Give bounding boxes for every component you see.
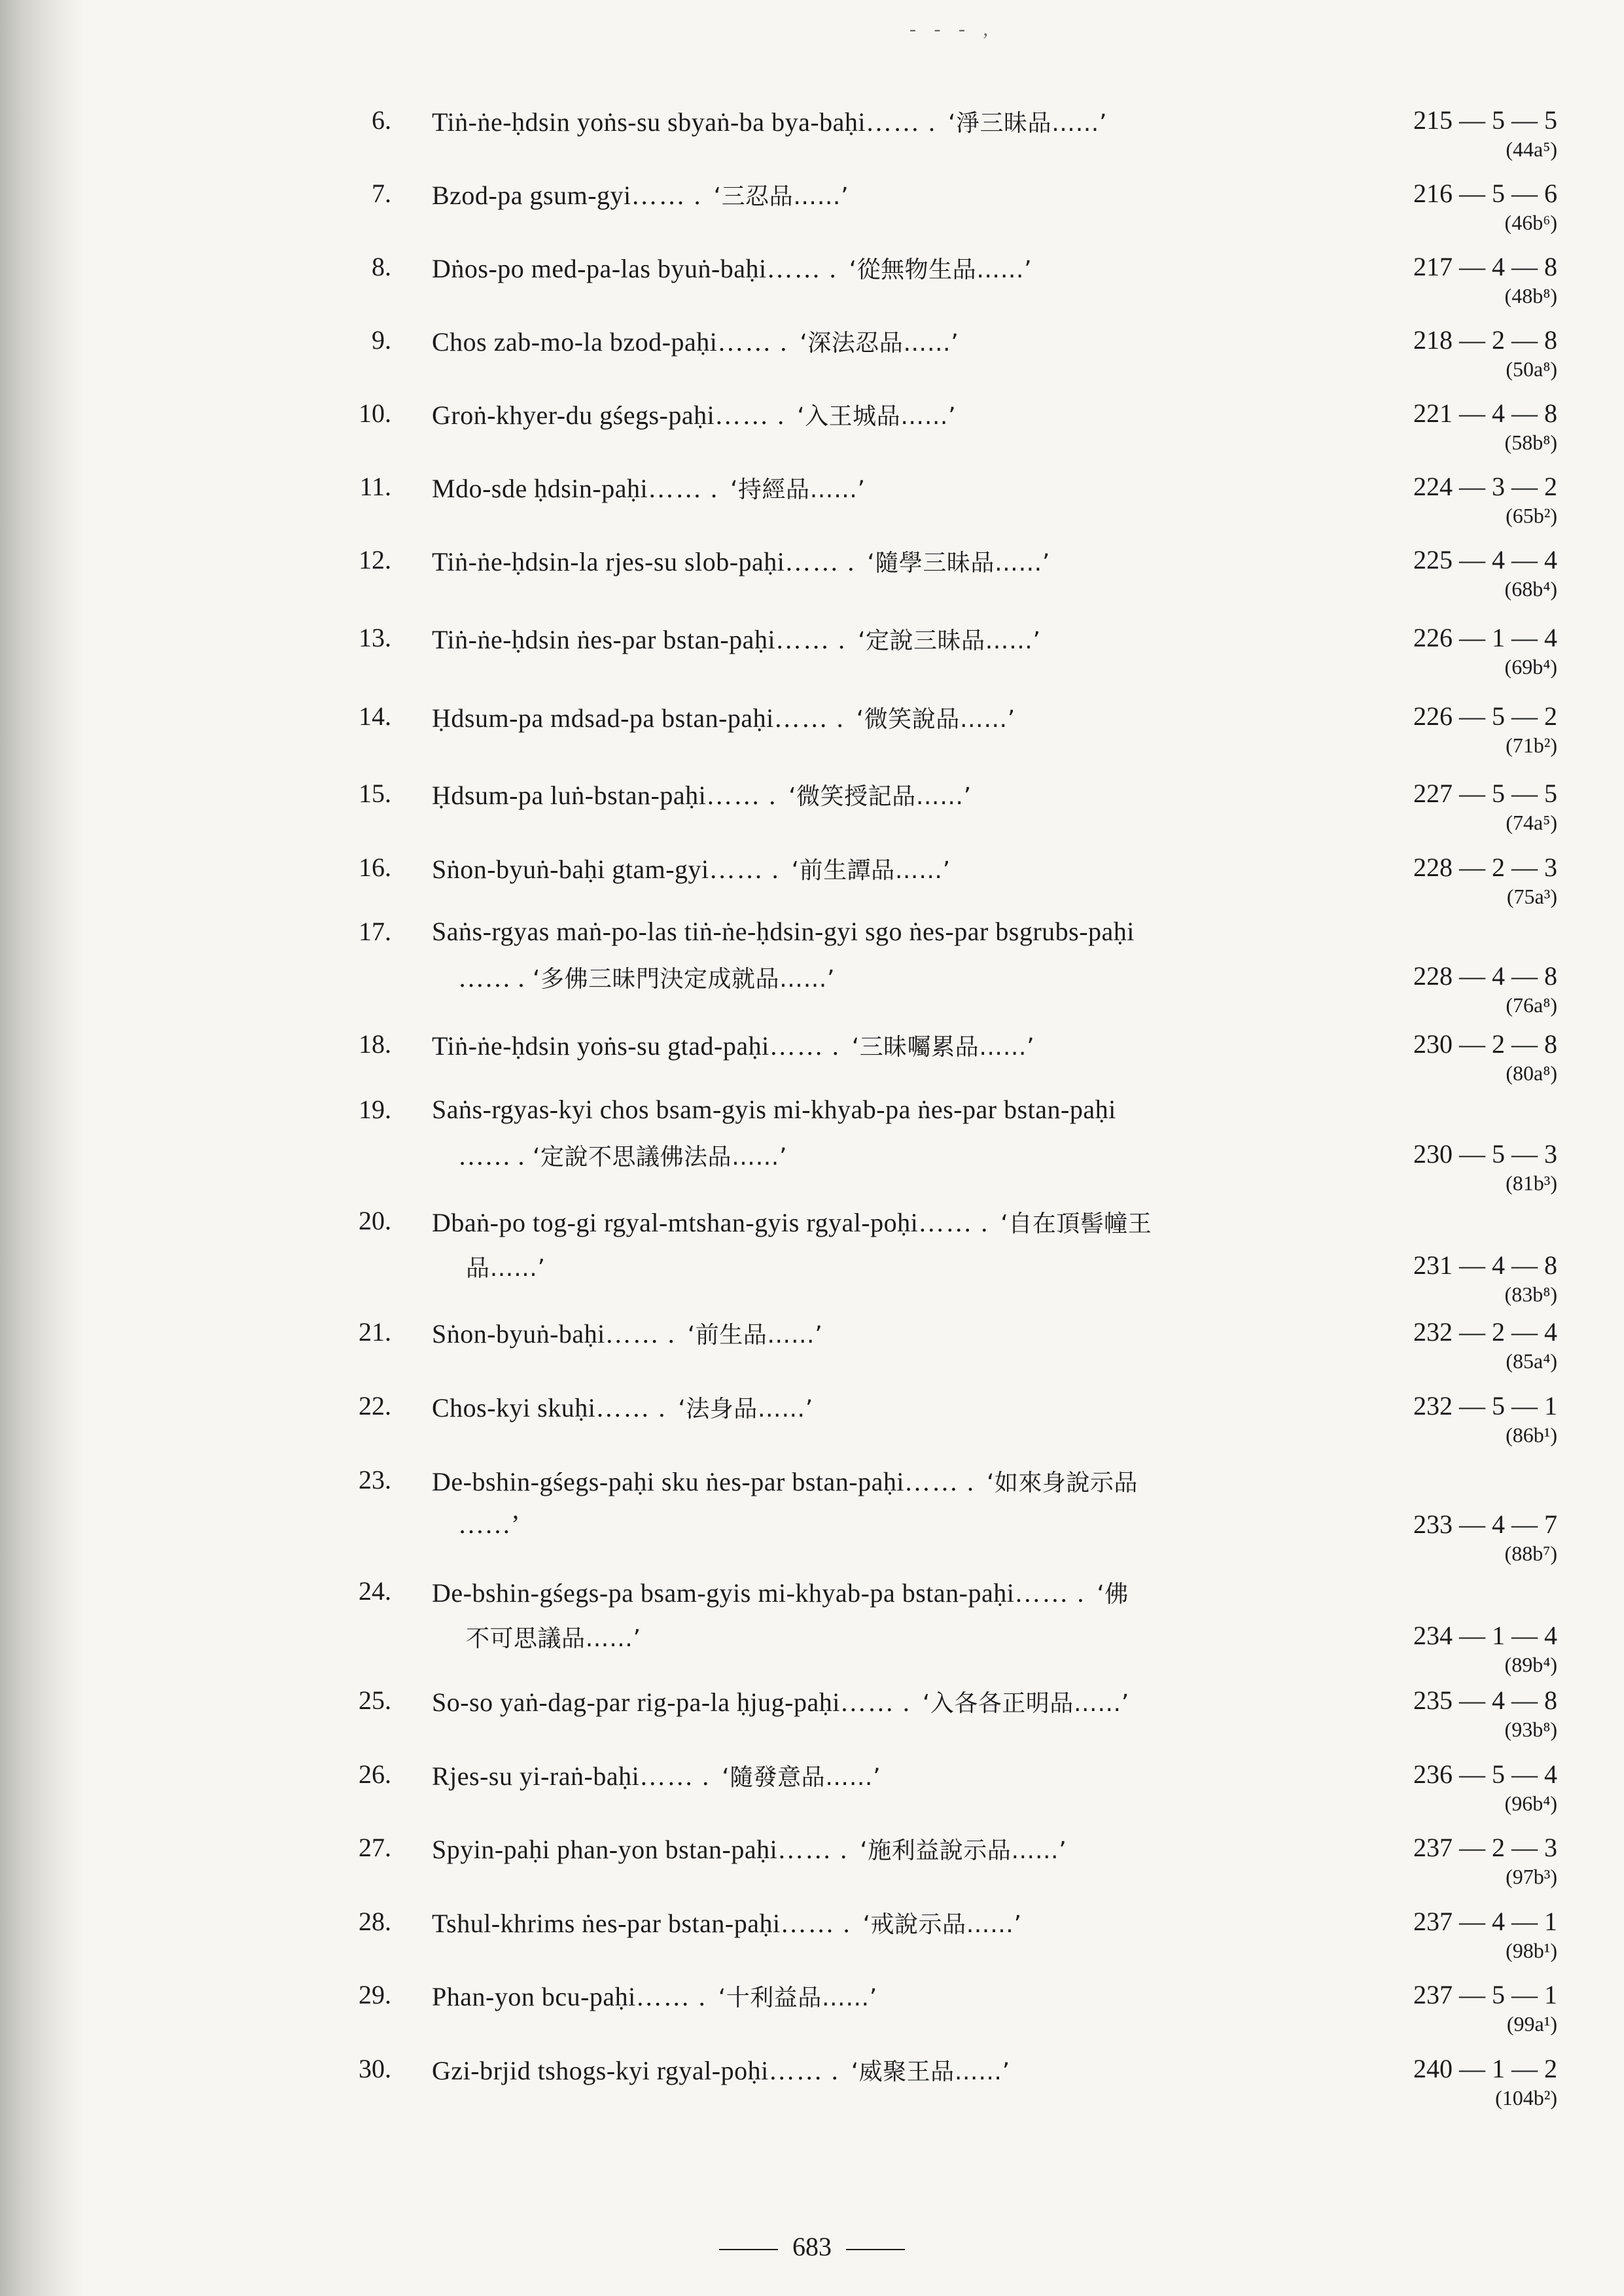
entry-folio: (58b⁸): [1504, 431, 1557, 454]
entry-title-continuation: [458, 1729, 466, 1760]
entry-reference: 236 — 5 — 4: [1413, 1759, 1557, 1789]
entry-chinese-title: ‘自在頂髻幢王: [1000, 1210, 1152, 1237]
entry-row: [0, 325, 1624, 398]
entry-leader-dots: …… .: [768, 2056, 839, 2085]
entry-leader-dots: …… .: [775, 625, 847, 654]
entry-number: 22.: [359, 1391, 391, 1421]
entry-title-continuation: [458, 1620, 641, 1653]
entry-chinese-continuation: ‘多佛三昧門決定成就品……’: [533, 966, 835, 993]
entry-folio: (97b³): [1506, 1865, 1557, 1888]
entry-tibetan-title: Bzod-pa gsum-gyi: [432, 181, 631, 210]
entry-chinese-title: ‘入各各正明品……’: [922, 1690, 1129, 1717]
entry-chinese-title: ‘十利益品……’: [718, 1985, 877, 2011]
entry-leader-dots: …… .: [715, 400, 786, 430]
entry-reference: 230 — 5 — 3: [1413, 1139, 1557, 1169]
entry-tibetan-title: De-bshin-gśegs-pa bsam-gyis mi-khyab-pa bstan-paḥi: [432, 1578, 1015, 1608]
entry-row: [0, 916, 1624, 1017]
entry-row: [0, 852, 1624, 925]
entry-leader-dots: …… .: [717, 327, 788, 357]
entry-number: 10.: [359, 398, 391, 428]
entry-chinese-title: ‘前生譚品……’: [791, 857, 951, 884]
entry-reference: 232 — 5 — 1: [1413, 1391, 1557, 1421]
entry-row: [0, 1094, 1624, 1195]
entry-row: [0, 1464, 1624, 1565]
entry-reference: 240 — 1 — 2: [1413, 2054, 1557, 2083]
page-number-dash-left: [719, 2249, 778, 2250]
entry-reference: 237 — 5 — 1: [1413, 1980, 1557, 2009]
entry-reference: 233 — 4 — 7: [1413, 1510, 1557, 1539]
entry-leader-dots: …… .: [595, 1393, 667, 1422]
entry-title-continuation: [458, 1250, 545, 1283]
entry-title-continuation: [458, 1803, 466, 1834]
entry-tibetan-title: Saṅs-rgyas-kyi chos bsam-gyis mi-khyab-pa ṅes-par bstan-paḥi: [432, 1095, 1116, 1124]
entry-row: [0, 1205, 1624, 1306]
entry-title-continuation: [458, 961, 835, 994]
entry-title-continuation: [458, 2024, 466, 2055]
entry-title-continuation: [458, 296, 466, 327]
entry-leader-dots: …… .: [706, 781, 777, 810]
entry-title: [432, 1576, 1129, 1609]
entry-tibetan-title: Dṅos-po med-pa-las byuṅ-baḥi: [432, 254, 767, 283]
entry-folio: (98b¹): [1506, 1939, 1557, 1962]
entry-folio: (99a¹): [1506, 2012, 1557, 2036]
entry-title-continuation: [458, 149, 466, 180]
entry-chinese-title: ‘三忍品……’: [713, 183, 849, 210]
entry-chinese-title: ‘施利益說示品……’: [860, 1837, 1067, 1864]
entry-number: 8.: [372, 252, 391, 281]
entry-chinese-title: ‘入王城品……’: [797, 403, 957, 430]
entry-title-continuation: [458, 1877, 466, 1907]
entry-row: [0, 1832, 1624, 1905]
entry-leader-dots: …… .: [785, 547, 856, 576]
entry-title: [432, 398, 956, 431]
entry-folio: (50a⁸): [1506, 357, 1557, 381]
entry-folio: (85a⁴): [1506, 1349, 1557, 1373]
entry-folio: (89b⁴): [1504, 1653, 1557, 1676]
entry-chinese-title: ‘法身品……’: [678, 1396, 813, 1422]
entry-row: [0, 1029, 1624, 1102]
entry-chinese-title: ‘隨發意品……’: [722, 1764, 881, 1791]
entry-leader-dots: …… .: [605, 1319, 676, 1349]
entry-title: [432, 1316, 822, 1350]
entry-number: 25.: [359, 1686, 391, 1715]
entry-tibetan-title: Groṅ-khyer-du gśegs-paḥi: [432, 400, 715, 430]
entry-title: [432, 1029, 1034, 1062]
entry-chinese-title: ‘三昧囑累品……’: [851, 1034, 1035, 1061]
entry-number: 20.: [359, 1206, 391, 1235]
entry-title-continuation: [458, 1139, 787, 1172]
entry-reference: 226 — 1 — 4: [1413, 623, 1557, 652]
entry-tibetan-title: Tiṅ-ṅe-ḥdsin yoṅs-su gtad-paḥi: [432, 1031, 769, 1061]
entry-reference: 230 — 2 — 8: [1413, 1029, 1557, 1059]
entry-reference: 217 — 4 — 8: [1413, 252, 1557, 281]
entry-number: 24.: [359, 1576, 391, 1606]
entry-title-continuation: [458, 822, 466, 853]
entry-leader-dots: …… .: [904, 1467, 975, 1496]
entry-reference: 226 — 5 — 2: [1413, 701, 1557, 731]
entry-tibetan-title: Chos zab-mo-la bzod-paḥi: [432, 327, 718, 357]
entry-row: [0, 1390, 1624, 1464]
entry-title: [432, 1205, 1152, 1239]
entry-folio: (46b⁶): [1504, 211, 1557, 234]
entry-folio: (80a⁸): [1506, 1061, 1557, 1085]
entry-title: [432, 178, 849, 211]
entry-folio: (81b³): [1506, 1171, 1557, 1195]
entry-tibetan-title: Ḥdsum-pa luṅ-bstan-paḥi: [432, 781, 707, 810]
entry-folio: (71b²): [1506, 733, 1557, 757]
header-marks: - - - ,: [909, 18, 995, 40]
entry-leader-dots: …… .: [773, 703, 845, 733]
entry-title: [432, 778, 972, 811]
entry-reference: 221 — 4 — 8: [1413, 398, 1557, 428]
page-number: [0, 2231, 1624, 2262]
entry-reference: 215 — 5 — 5: [1413, 105, 1557, 135]
entry-number: 9.: [372, 325, 391, 355]
entry-number: 14.: [359, 701, 391, 731]
entry-folio: (96b⁴): [1504, 1792, 1557, 1815]
entry-reference: 227 — 5 — 5: [1413, 779, 1557, 808]
entry-leader-dots: …… .: [839, 1687, 911, 1717]
entry-row: [0, 701, 1624, 774]
entry-chinese-title: ‘微笑說品……’: [856, 706, 1015, 733]
entry-row: [0, 1759, 1624, 1832]
entry-title-continuation: [458, 516, 466, 546]
entry-chinese-title: ‘從無物生品……’: [849, 256, 1033, 283]
entry-row: [0, 398, 1624, 471]
entry-folio: (86b¹): [1506, 1423, 1557, 1447]
entry-folio: (88b⁷): [1504, 1542, 1557, 1565]
entry-title: [432, 544, 1050, 578]
entry-leader-dots: …… .: [766, 254, 838, 283]
entry-title: [432, 251, 1032, 285]
entry-tibetan-title: Saṅs-rgyas maṅ-po-las tiṅ-ṅe-ḥdsin-gyi sgo ṅes-par bsgrubs-paḥi: [432, 917, 1135, 946]
entry-tibetan-title: Sṅon-byuṅ-baḥi gtam-gyi: [432, 855, 709, 884]
entry-title: [432, 1759, 881, 1792]
entry-title: [432, 1832, 1067, 1865]
entry-title-continuation: [458, 589, 466, 620]
entry-title-continuation: [458, 1435, 466, 1466]
entry-number: 21.: [359, 1317, 391, 1347]
entry-tibetan-title: Mdo-sde ḥdsin-paḥi: [432, 474, 648, 503]
entry-title-continuation: [458, 667, 466, 698]
entry-tibetan-title: Chos-kyi skuḥi: [432, 1393, 596, 1422]
entry-title: [432, 1906, 1021, 1939]
entry-number: 18.: [359, 1029, 391, 1059]
entry-reference: 231 — 4 — 8: [1413, 1250, 1557, 1280]
entry-title-continuation: [458, 745, 466, 776]
entry-leader-dots: …… .: [866, 107, 937, 137]
entry-chinese-title: ‘戒說示品……’: [862, 1911, 1022, 1938]
entry-tibetan-title: Dbaṅ-po tog-gi rgyal-mtshan-gyis rgyal-poḥi: [432, 1208, 919, 1237]
page-number-dash-right: [846, 2249, 905, 2250]
entry-folio: (83b⁸): [1504, 1282, 1557, 1306]
entry-continuation-text: …… .: [458, 963, 525, 993]
entry-title-continuation: [458, 1951, 466, 1981]
entry-tibetan-title: Tiṅ-ṅe-ḥdsin ṅes-par bstan-paḥi: [432, 625, 776, 654]
entry-title: [432, 2053, 1010, 2087]
entry-chinese-title: ‘定說三昧品……’: [858, 627, 1041, 654]
entry-tibetan-title: Tiṅ-ṅe-ḥdsin yoṅs-su sbyaṅ-ba bya-baḥi: [432, 107, 866, 137]
entry-chinese-title: ‘威聚王品……’: [851, 2058, 1010, 2085]
entry-tibetan-title: Ḥdsum-pa mdsad-pa bstan-paḥi: [432, 703, 774, 733]
entry-row: [0, 778, 1624, 851]
entry-leader-dots: …… .: [631, 181, 702, 210]
entry-row: [0, 1906, 1624, 1979]
entry-reference: 218 — 2 — 8: [1413, 325, 1557, 355]
entry-chinese-continuation: 不可思議品……’: [466, 1625, 641, 1652]
entry-number: 26.: [359, 1759, 391, 1789]
entry-continuation-text: ……’: [458, 1510, 520, 1539]
entry-tibetan-title: Phan-yon bcu-paḥi: [432, 1982, 636, 2011]
entry-number: 23.: [359, 1465, 391, 1494]
entry-row: [0, 251, 1624, 325]
entry-reference: 225 — 4 — 4: [1413, 545, 1557, 574]
entry-number: 28.: [359, 1907, 391, 1936]
entry-title-continuation: [458, 2098, 466, 2128]
entry-chinese-title: ‘深法忍品……’: [800, 330, 959, 357]
entry-folio: (75a³): [1506, 885, 1557, 908]
entry-tibetan-title: Rjes-su yi-raṅ-baḥi: [432, 1761, 640, 1791]
page-number-text: 683: [792, 2232, 832, 2261]
entry-row: [0, 1576, 1624, 1676]
entry-leader-dots: …… .: [769, 1031, 840, 1061]
entry-title: [432, 105, 1107, 138]
entry-tibetan-title: De-bshin-gśegs-paḥi sku ṅes-par bstan-paḥi: [432, 1467, 904, 1496]
entry-tibetan-title: Tiṅ-ṅe-ḥdsin-la rjes-su slob-paḥi: [432, 547, 785, 576]
entry-number: 17.: [359, 917, 391, 946]
entry-chinese-continuation: 品……’: [466, 1255, 546, 1282]
entry-chinese-title: ‘隨學三昧品……’: [867, 550, 1050, 576]
entry-title: [432, 1685, 1129, 1718]
entry-leader-dots: …… .: [918, 1208, 989, 1237]
entry-row: [0, 622, 1624, 696]
entry-chinese-title: ‘淨三昧品……’: [948, 110, 1107, 137]
entry-chinese-continuation: ‘定說不思議佛法品……’: [533, 1144, 787, 1171]
entry-number: 12.: [359, 545, 391, 574]
entry-reference: 237 — 2 — 3: [1413, 1833, 1557, 1862]
entry-leader-dots: …… .: [1014, 1578, 1086, 1608]
entry-title-continuation: [458, 222, 466, 253]
entry-title: [432, 622, 1040, 656]
entry-tibetan-title: Gzi-brjid tshogs-kyi rgyal-poḥi: [432, 2056, 769, 2085]
entry-row: [0, 1685, 1624, 1758]
entry-leader-dots: …… .: [777, 1835, 849, 1864]
entry-title: [432, 701, 1015, 734]
entry-reference: 237 — 4 — 1: [1413, 1907, 1557, 1936]
entry-reference: 228 — 4 — 8: [1413, 961, 1557, 991]
entry-title: [432, 1979, 877, 2013]
entry-title: [432, 1464, 1138, 1498]
entry-folio: (76a⁸): [1506, 993, 1557, 1017]
entry-reference: 234 — 1 — 4: [1413, 1621, 1557, 1650]
entry-title-continuation: [458, 1509, 528, 1540]
entry-chinese-title: ‘持經品……’: [730, 476, 866, 503]
entry-leader-dots: …… .: [639, 1761, 711, 1791]
entry-title: [432, 471, 865, 504]
entry-folio: (74a⁵): [1506, 811, 1557, 834]
entry-reference: 228 — 2 — 3: [1413, 853, 1557, 882]
entry-leader-dots: …… .: [780, 1909, 851, 1938]
entry-title-continuation: [458, 442, 466, 473]
entry-chinese-title: ‘如來身說示品: [986, 1470, 1138, 1496]
entry-title: [432, 325, 959, 358]
entry-row: [0, 105, 1624, 178]
entry-title: [432, 916, 1146, 947]
entry-tibetan-title: Spyin-paḥi phan-yon bstan-paḥi: [432, 1835, 778, 1864]
entry-title-continuation: [458, 1361, 466, 1392]
entry-continuation-text: …… .: [458, 1141, 525, 1171]
entry-row: [0, 1979, 1624, 2053]
entry-chinese-title: ‘微笑授記品……’: [788, 783, 972, 810]
entry-number: 11.: [359, 472, 391, 501]
entry-number: 7.: [372, 179, 391, 208]
entry-chinese-title: ‘佛: [1097, 1581, 1129, 1608]
entry-title: [432, 1094, 1128, 1125]
entry-number: 19.: [359, 1095, 391, 1124]
entry-number: 29.: [359, 1980, 391, 2009]
entry-tibetan-title: So-so yaṅ-dag-par rig-pa-la ḥjug-paḥi: [432, 1687, 840, 1717]
entry-row: [0, 471, 1624, 544]
entry-number: 6.: [372, 105, 391, 135]
entry-folio: (69b⁴): [1504, 655, 1557, 679]
entry-leader-dots: …… .: [648, 474, 719, 503]
entry-title-continuation: [458, 369, 466, 400]
entry-folio: (44a⁵): [1506, 137, 1557, 161]
entry-number: 27.: [359, 1833, 391, 1862]
entry-folio: (48b⁸): [1504, 284, 1557, 308]
entry-number: 16.: [359, 853, 391, 882]
entry-reference: 224 — 3 — 2: [1413, 472, 1557, 501]
entry-title: [432, 852, 951, 885]
entry-leader-dots: …… .: [635, 1982, 707, 2011]
entry-row: [0, 2053, 1624, 2127]
entry-row: [0, 178, 1624, 251]
entry-folio: (93b⁸): [1504, 1718, 1557, 1741]
entry-number: 30.: [359, 2054, 391, 2083]
entry-tibetan-title: Tshul-khrims ṅes-par bstan-paḥi: [432, 1909, 781, 1938]
entry-row: [0, 544, 1624, 618]
entry-folio: (104b²): [1495, 2086, 1557, 2110]
entry-reference: 232 — 2 — 4: [1413, 1317, 1557, 1347]
entry-reference: 235 — 4 — 8: [1413, 1686, 1557, 1715]
entry-tibetan-title: Sṅon-byuṅ-baḥi: [432, 1319, 605, 1349]
entry-title: [432, 1390, 813, 1424]
entry-reference: 216 — 5 — 6: [1413, 179, 1557, 208]
entry-folio: (65b²): [1506, 504, 1557, 527]
entry-row: [0, 1316, 1624, 1390]
entry-number: 15.: [359, 779, 391, 808]
entry-chinese-title: ‘前生品……’: [687, 1322, 823, 1349]
entry-number: 13.: [359, 623, 391, 652]
entry-folio: (68b⁴): [1504, 577, 1557, 601]
entry-leader-dots: …… .: [709, 855, 780, 884]
